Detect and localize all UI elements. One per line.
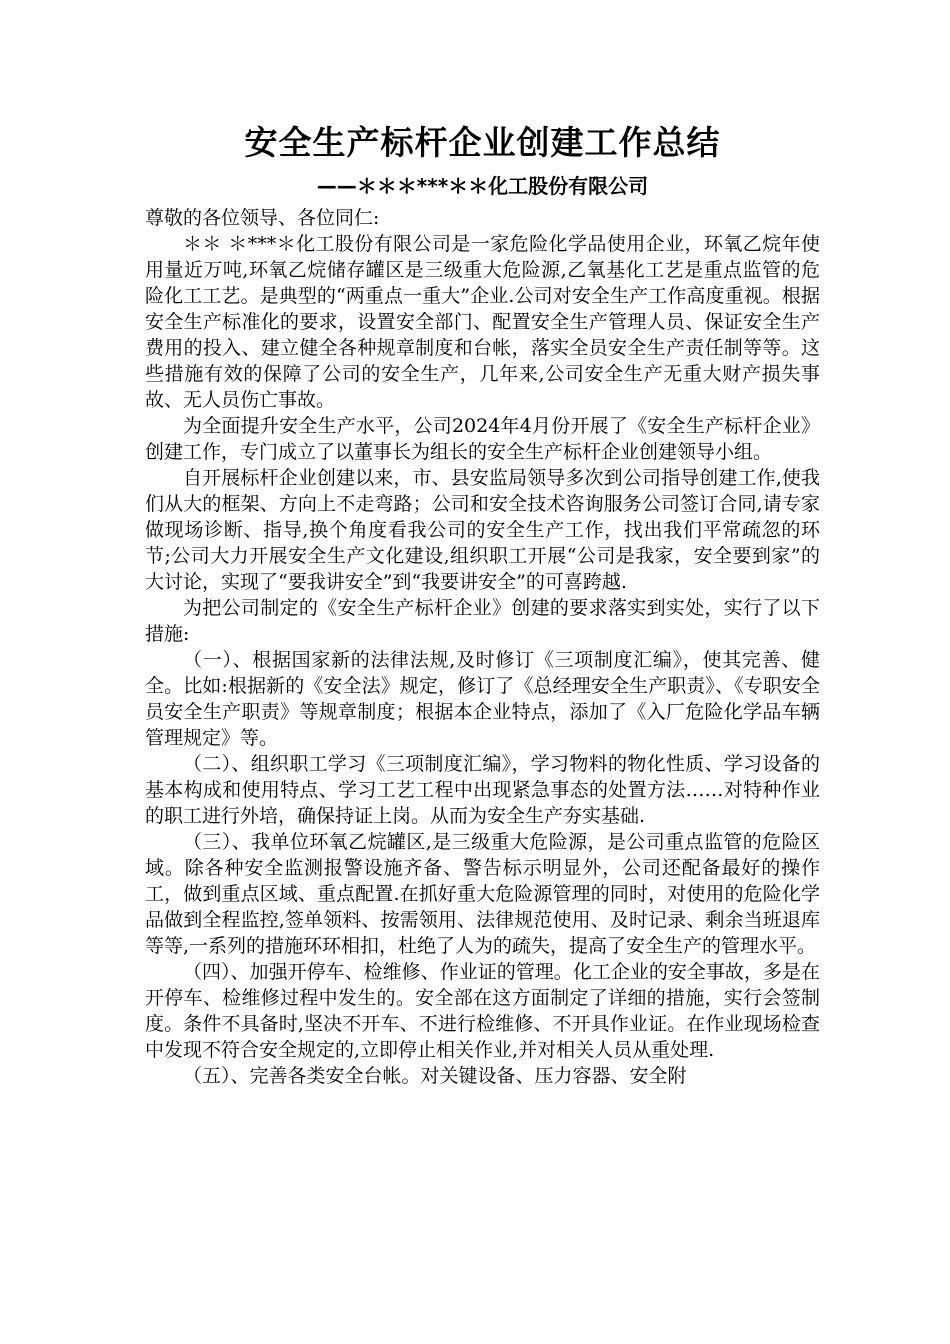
document-subtitle: ——＊＊＊***＊＊化工股份有限公司 — [316, 174, 649, 198]
paragraph-measure-4: （四）、加强开停车、检维修、作业证的管理。化工企业的安全事故，多是在开停车、检维修过程中发生的。安全部在这方面制定了详细的措施，实行会签制度。条件不具备时,坚决不开车、不进行检维修、不开具作业证。在作业现场检查中发现不符合安全规定的,立即停止相关作业,并对相关人员从重处理. — [145, 961, 820, 1061]
paragraph-initiative: 为全面提升安全生产水平，公司2024年4月份开展了《安全生产标杆企业》创建工作，专门成立了以董事长为组长的安全生产标杆企业创建领导小组。 — [145, 415, 820, 463]
paragraph-measure-3: （三）、我单位环氧乙烷罐区,是三级重大危险源，是公司重点监管的危险区域。除各种安全监测报警设施齐备、警告标示明显外，公司还配备最好的操作工，做到重点区域、重点配置.在抓好重大危险源管理的同时，对使用的危险化学品做到全程监控,签单领料、按需领用、法律规范使用、及时记录、剩余当班退库等等,一系列的措施环环相扣，杜绝了人为的疏失，提高了安全生产的管理水平。 — [145, 831, 820, 957]
document-body — [145, 205, 820, 1089]
paragraph-measure-2: （二）、组织职工学习《三项制度汇编》，学习物料的物化性质、学习设备的基本构成和使用特点、学习工艺工程中出现紧急事态的处置方法……对特种作业的职工进行外培，确保持证上岗。从而为安全生产夯实基础. — [145, 753, 820, 827]
document-page — [145, 115, 820, 1089]
paragraph-measure-5: （五）、完善各类安全台帐。对关键设备、压力容器、安全附 — [183, 1065, 687, 1087]
paragraph-measure-1: （一）、根据国家新的法律法规,及时修订《三项制度汇编》，使其完善、健全。比如:根据新的《安全法》规定，修订了《总经理安全生产职责》、《专职安全员安全生产职责》等规章制度；根据本企业特点，添加了《入厂危险化学品车辆管理规定》等。 — [145, 649, 820, 749]
salutation: 尊敬的各位领导、各位同仁: — [145, 207, 380, 229]
paragraph-measures-intro: 为把公司制定的《安全生产标杆企业》创建的要求落实到实处，实行了以下措施: — [145, 597, 820, 645]
paragraph-intro: ＊＊ ＊***＊化工股份有限公司是一家危险化学品使用企业，环氧乙烷年使用量近万吨,环氧乙烷储存罐区是三级重大危险源,乙氧基化工艺是重点监管的危险化工工艺。是典型的“两重点一重大”企业.公司对安全生产工作高度重视。根据安全生产标准化的要求，设置安全部门、配置安全生产管理人员、保证安全生产费用的投入、建立健全各种规章制度和台帐，落实全员安全生产责任制等等。这些措施有效的保障了公司的安全生产，几年来,公司安全生产无重大财产损失事故、无人员伤亡事故。 — [145, 233, 820, 411]
paragraph-progress: 自开展标杆企业创建以来，市、县安监局领导多次到公司指导创建工作,使我们从大的框架、方向上不走弯路；公司和安全技术咨询服务公司签订合同,请专家做现场诊断、指导,换个角度看我公司的安全生产工作，找出我们平常疏忽的环节;公司大力开展安全生产文化建设,组织职工开展“公司是我家，安全要到家”的大讨论，实现了“要我讲安全”到“我要讲安全”的可喜跨越. — [145, 467, 820, 593]
document-title: 安全生产标杆企业创建工作总结 — [244, 123, 721, 162]
